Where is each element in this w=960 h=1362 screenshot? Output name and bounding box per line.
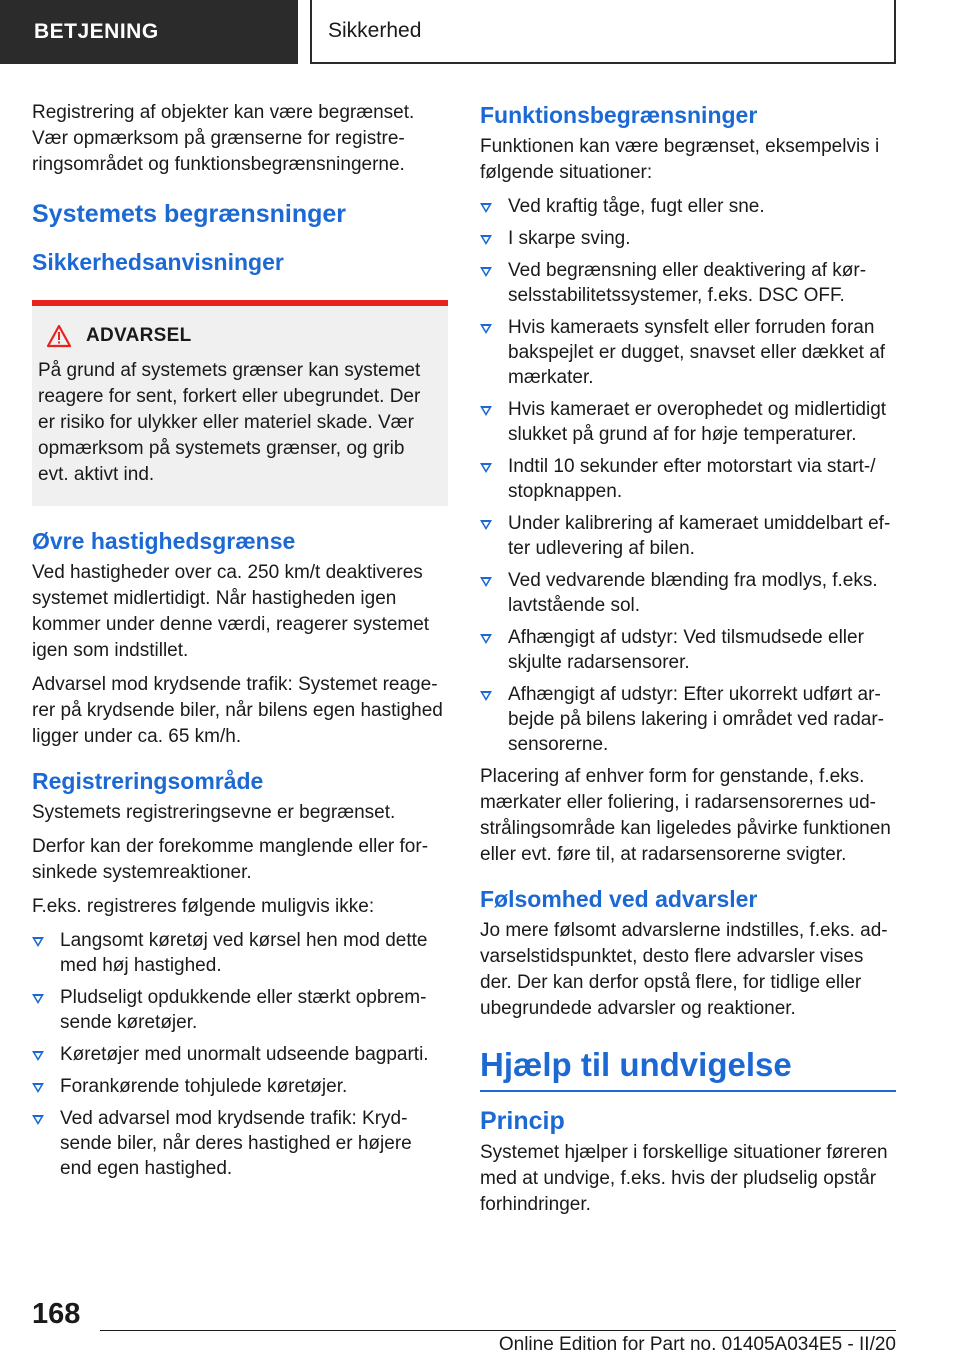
list-item: Hvis kameraets synsfelt eller forruden foran bakspejlet er dugget, snavset eller dækket af mærkater. — [480, 315, 896, 390]
bullet-triangle-icon — [480, 406, 492, 416]
list-item: Pludseligt opdukkende eller stærkt opbremsende køretøjer. — [32, 985, 448, 1035]
speed-paragraph-1: Ved hastigheder over ca. 250 km/t deaktiveres systemet midlertidigt. Når hastigheden igen kommer under denne værdi, reagerer systemet igen som indstillet. — [32, 562, 430, 661]
heading-principle: Princip — [480, 1107, 565, 1135]
function-paragraph-1: Funktionen kan være begrænset, eksempelvis i følgende situationer: — [480, 136, 880, 183]
bullet-triangle-icon — [32, 1051, 44, 1061]
bullet-triangle-icon — [480, 463, 492, 473]
footer-divider — [100, 1330, 896, 1331]
heading-system-limits: Systemets begrænsninger — [32, 200, 346, 228]
intro-paragraph: Registrering af objekter kan være begrænset. Vær opmærksom på grænserne for registreringsområdet og funktionsbegrænsningerne. — [32, 102, 415, 175]
list-item: Forankørende tohjulede køretøjer. — [32, 1074, 448, 1099]
list-item: Langsomt køretøj ved kørsel hen mod dette med høj hastighed. — [32, 928, 448, 978]
speed-paragraph-2: Advarsel mod krydsende trafik: Systemet reagerer på krydsende biler, når bilens egen hastighed ligger under ca. 65 km/h. — [32, 674, 443, 747]
bullet-triangle-icon — [32, 994, 44, 1004]
list-item: Indtil 10 sekunder efter motorstart via start-/ stopknappen. — [480, 454, 896, 504]
list-item: Afhængigt af udstyr: Ved tilsmudsede eller skjulte radarsensorer. — [480, 625, 896, 675]
bullet-triangle-icon — [32, 1083, 44, 1093]
list-item: Ved advarsel mod krydsende trafik: Krydsende biler, når deres hastighed er højere end egen hastighed. — [32, 1106, 448, 1181]
header-section: BETJENING — [0, 0, 298, 64]
bullet-triangle-icon — [480, 634, 492, 644]
bullet-triangle-icon — [480, 520, 492, 530]
list-item: Under kalibrering af kameraet umiddelbart efter udlevering af bilen. — [480, 511, 896, 561]
list-item: Hvis kameraet er overophedet og midlertidigt slukket på grund af for høje temperaturer. — [480, 397, 896, 447]
bullet-triangle-icon — [480, 235, 492, 245]
list-item: Ved vedvarende blænding fra modlys, f.eks. lavtstående sol. — [480, 568, 896, 618]
heading-function-limits: Funktionsbegrænsninger — [480, 102, 758, 128]
bullet-triangle-icon — [480, 267, 492, 277]
heading-evasion-assist: Hjælp til undvigelse — [480, 1044, 896, 1092]
bullet-triangle-icon — [480, 577, 492, 587]
warning-triangle-icon — [46, 324, 72, 348]
header-chapter: Sikkerhed — [310, 0, 896, 64]
warning-box — [32, 300, 448, 506]
heading-detection-range: Registreringsområde — [32, 768, 264, 794]
function-paragraph-2: Placering af enhver form for genstande, f.eks. mærkater eller foliering, i radarsensorernes udstrålingsområde kan ligeledes påvirke funktionen eller evt. føre til, at radarsensorerne svigter. — [480, 766, 891, 865]
list-item: Ved kraftig tåge, fugt eller sne. — [480, 194, 896, 219]
range-paragraph-1: Systemets registreringsevne er begrænset. — [32, 802, 396, 823]
principle-paragraph: Systemet hjælper i forskellige situationer føreren med at undvige, f.eks. hvis der pludselig opstår forhindringer. — [480, 1142, 888, 1215]
range-paragraph-3: F.eks. registreres følgende muligvis ikke: — [32, 896, 375, 917]
bullet-triangle-icon — [480, 203, 492, 213]
bullet-triangle-icon — [32, 1115, 44, 1125]
left-column — [32, 100, 448, 1188]
heading-upper-speed-limit: Øvre hastighedsgrænse — [32, 528, 296, 554]
warning-header — [38, 324, 432, 348]
warning-text: På grund af systemets grænser kan systemet reagere for sent, forkert eller ubegrundet. Der er risiko for ulykker eller materiel skade. Vær opmærksom på systemets grænser, og grib evt. aktivt ind. — [38, 360, 421, 485]
range-paragraph-2: Derfor kan der forekomme manglende eller forsinkede systemreaktioner. — [32, 836, 429, 883]
page-number: 168 — [32, 1298, 81, 1330]
bullet-triangle-icon — [32, 937, 44, 947]
heading-warning-sensitivity: Følsomhed ved advarsler — [480, 886, 758, 912]
list-item: Køretøjer med unormalt udseende bagparti. — [32, 1042, 448, 1067]
bullet-triangle-icon — [480, 324, 492, 334]
footer-edition: Online Edition for Part no. 01405A034E5 - II/20 — [498, 1334, 896, 1355]
warning-title: ADVARSEL — [86, 325, 192, 346]
list-item: Ved begrænsning eller deaktivering af kørselsstabilitetssystemer, f.eks. DSC OFF. — [480, 258, 896, 308]
bullet-triangle-icon — [480, 691, 492, 701]
sensitivity-paragraph: Jo mere følsomt advarslerne indstilles, f.eks. advarselstidspunktet, desto flere advarsler vises der. Der kan derfor opstå flere, for tidlige eller ubegrundede advarsler og reaktioner. — [480, 920, 888, 1019]
heading-safety-notes: Sikkerhedsanvisninger — [32, 249, 284, 275]
range-list — [32, 928, 448, 1181]
list-item: Afhængigt af udstyr: Efter ukorrekt udført arbejde på bilens lakering i området ved radarsensorerne. — [480, 682, 896, 757]
function-list — [480, 194, 896, 757]
right-column — [480, 100, 896, 1226]
list-item: I skarpe sving. — [480, 226, 896, 251]
